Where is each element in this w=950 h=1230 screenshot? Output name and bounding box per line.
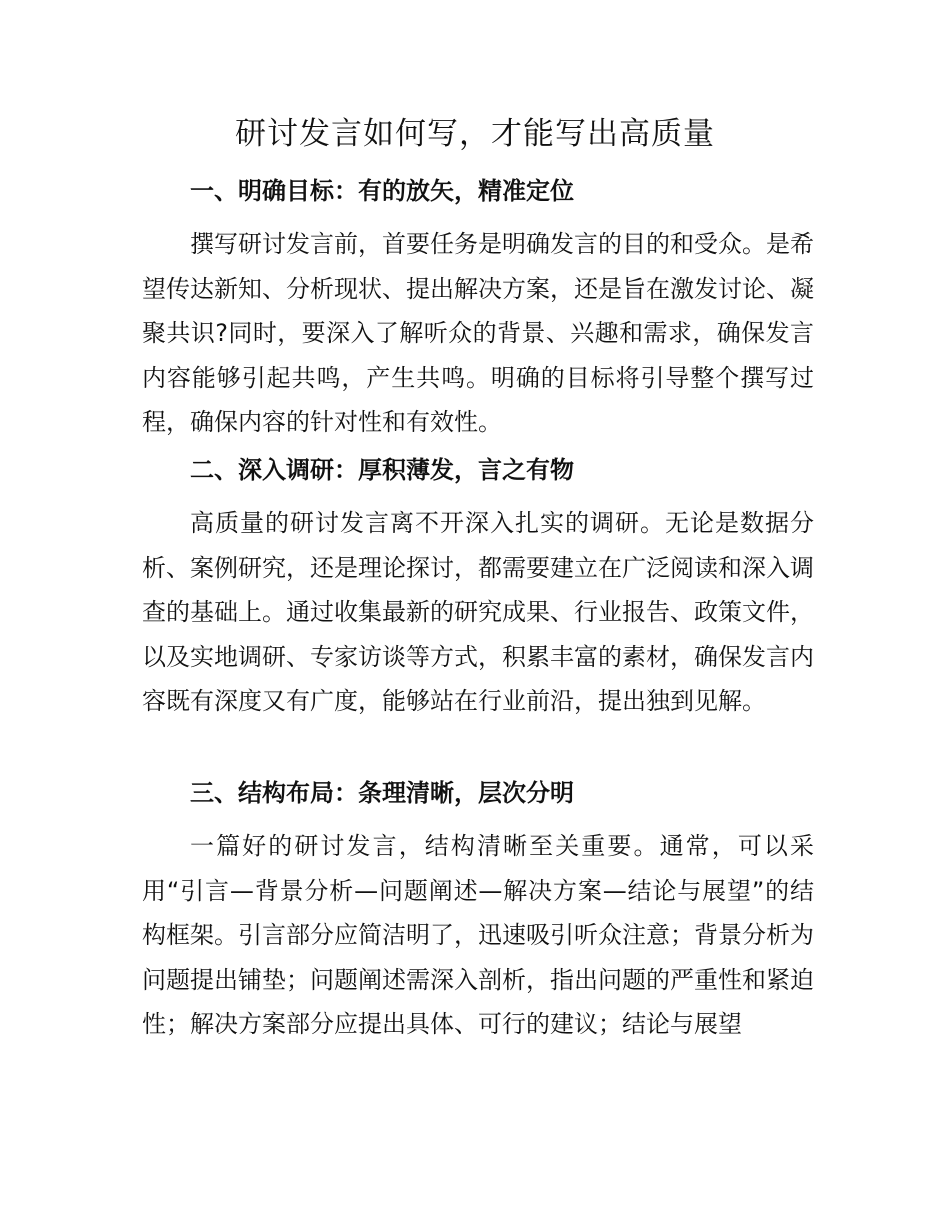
section-heading-2: 二、深入调研：厚积薄发，言之有物 [190, 456, 574, 484]
document-title: 研讨发言如何写，才能写出高质量 [235, 116, 715, 152]
section-paragraph-2: 高质量的研讨发言离不开深入扎实的调研。无论是数据分析、案例研究，还是理论探讨，都需要建立在广泛阅读和深入调查的基础上。通过收集最新的研究成果、行业报告、政策文件，以及实地调研、专家访谈等方式，积累丰富的素材，确保发言内容既有深度又有广度，能够站在行业前沿，提出独到见解。 [142, 509, 814, 715]
section-paragraph-1: 撰写研讨发言前，首要任务是明确发言的目的和受众。是希望传达新知、分析现状、提出解决方案，还是旨在激发讨论、凝聚共识?同时，要深入了解听众的背景、兴趣和需求，确保发言内容能够引起共鸣，产生共鸣。明确的目标将引导整个撰写过程，确保内容的针对性和有效性。 [142, 230, 814, 436]
section-heading-3: 三、结构布局：条理清晰，层次分明 [190, 779, 574, 807]
section-paragraph-3: 一篇好的研讨发言，结构清晰至关重要。通常，可以采用“引言—背景分析—问题阐述—解决方案—结论与展望”的结构框架。引言部分应简洁明了，迅速吸引听众注意；背景分析为问题提出铺垫；问题阐述需深入剖析，指出问题的严重性和紧迫性；解决方案部分应提出具体、可行的建议；结论与展望 [142, 832, 814, 1038]
section-heading-1: 一、明确目标：有的放矢，精准定位 [190, 177, 574, 205]
